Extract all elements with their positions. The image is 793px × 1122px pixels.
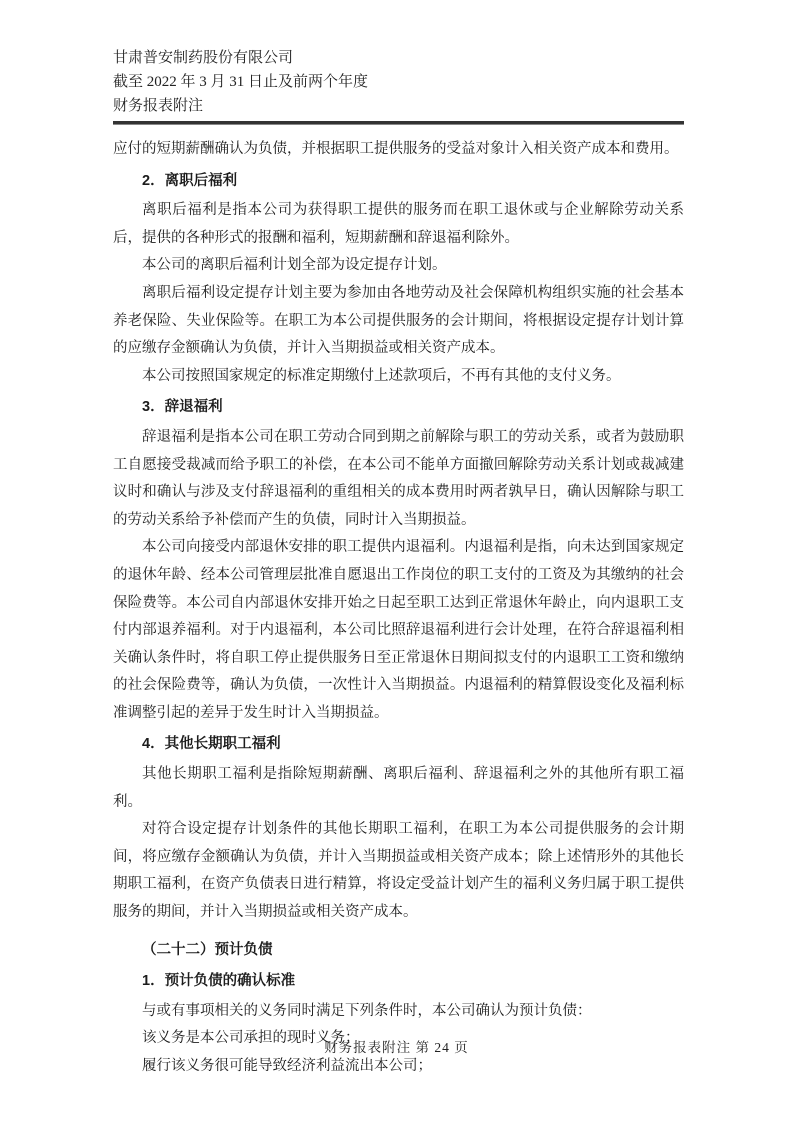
paragraph: 其他长期职工福利是指除短期薪酬、离职后福利、辞退福利之外的其他所有职工福利。 xyxy=(113,766,684,810)
numbered-heading: 4．其他长期职工福利 xyxy=(142,736,281,753)
paragraph: 本公司的离职后福利计划全部为设定提存计划。 xyxy=(142,257,447,274)
page-footer: 财务报表附注 第 24 页 xyxy=(324,1040,469,1055)
page-header xyxy=(113,46,684,118)
document-body xyxy=(113,136,684,1081)
paragraph: 离职后福利是指本公司为获得职工提供的服务而在职工退休或与企业解除劳动关系后，提供的各种形式的报酬和福利，短期薪酬和辞退福利除外。 xyxy=(113,202,684,246)
paragraph: 本公司按照国家规定的标准定期缴付上述款项后，不再有其他的支付义务。 xyxy=(142,367,621,384)
section-heading: （二十二）预计负债 xyxy=(142,941,273,958)
paragraph: 应付的短期薪酬确认为负债，并根据职工提供服务的受益对象计入相关资产成本和费用。 xyxy=(113,141,679,157)
numbered-heading: 1．预计负债的确认标准 xyxy=(142,973,296,990)
paragraph: 辞退福利是指本公司在职工劳动合同到期之前解除与职工的劳动关系，或者为鼓励职工自愿接受裁减而给予职工的补偿，在本公司不能单方面撤回解除劳动关系计划或裁减建议时和确认与涉及支付辞退福利的重组相关的成本费用时两者孰早日，确认因解除与职工的劳动关系给予补偿而产生的负债，同时计入当期损益。 xyxy=(113,428,684,528)
header-divider xyxy=(113,121,684,125)
numbered-heading: 3．辞退福利 xyxy=(142,399,223,416)
numbered-heading: 2．离职后福利 xyxy=(142,172,238,189)
document-title: 财务报表附注 xyxy=(113,98,204,114)
paragraph: 与或有事项相关的义务同时满足下列条件时，本公司确认为预计负债： xyxy=(142,1002,592,1019)
report-period: 截至 2022 年 3 月 31 日止及前两个年度 xyxy=(113,74,369,90)
paragraph: 履行该义务很可能导致经济利益流出本公司； xyxy=(142,1058,432,1074)
paragraph: 该义务是本公司承担的现时义务； xyxy=(142,1030,360,1047)
paragraph: 对符合设定提存计划条件的其他长期职工福利，在职工为本公司提供服务的会计期间，将应缴存金额确认为负债，并计入当期损益或相关资产成本；除上述情形外的其他长期职工福利，在资产负债表日进行精算，将设定受益计划产生的福利义务归属于职工提供服务的期间，并计入当期损益或相关资产成本。 xyxy=(113,821,684,921)
paragraph: 离职后福利设定提存计划主要为参加由各地劳动及社会保障机构组织实施的社会基本养老保险、失业保险等。在职工为本公司提供服务的会计期间，将根据设定提存计划计算的应缴存金额确认为负债，并计入当期损益或相关资产成本。 xyxy=(113,284,684,357)
paragraph: 本公司向接受内部退休安排的职工提供内退福利。内退福利是指，向未达到国家规定的退休年龄、经本公司管理层批准自愿退出工作岗位的职工支付的工资及为其缴纳的社会保险费等。本公司自内部退休安排开始之日起至职工达到正常退休年龄止，向内退职工支付内部退养福利。对于内退福利，本公司比照辞退福利进行会计处理，在符合辞退福利相关确认条件时，将自职工停止提供服务日至正常退休日期间拟支付的内退职工工资和缴纳的社会保险费等，确认为负债，一次性计入当期损益。内退福利的精算假设变化及福利标准调整引起的差异于发生时计入当期损益。 xyxy=(113,539,684,721)
company-name: 甘肃普安制药股份有限公司 xyxy=(113,50,294,66)
